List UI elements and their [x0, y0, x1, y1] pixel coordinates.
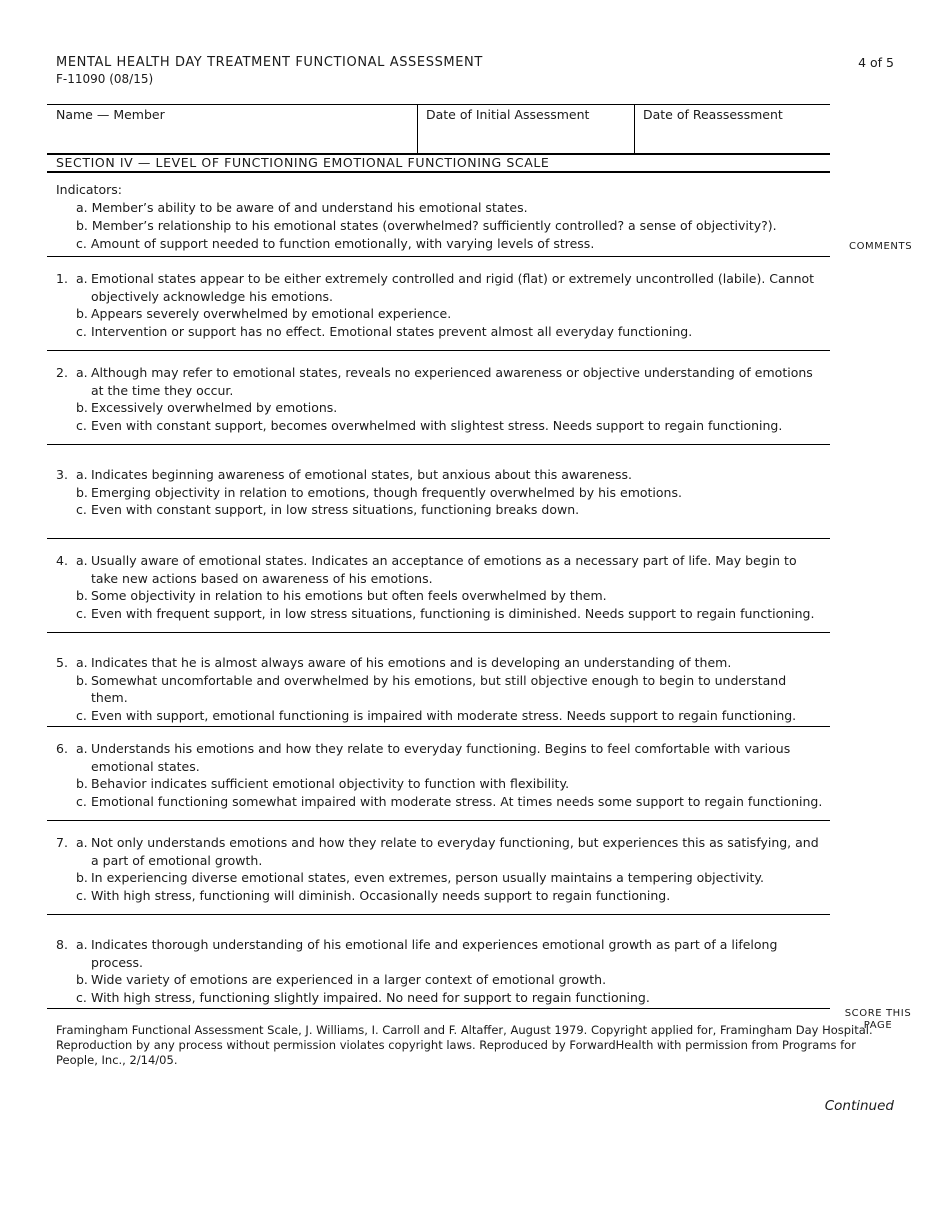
level-number: 2. — [56, 365, 68, 380]
row-divider — [47, 538, 830, 539]
item-text: With high stress, functioning will diminish. Occasionally needs support to regain functioning. — [91, 887, 671, 903]
table-top-rule — [47, 104, 830, 105]
row-divider — [47, 1008, 830, 1009]
item-letter: a. — [76, 835, 88, 850]
initial-assessment-date-field[interactable]: Date of Initial Assessment — [426, 107, 590, 122]
item-letter: b. — [76, 672, 88, 688]
level-number: 7. — [56, 835, 68, 850]
indicator-item: a. Member’s ability to be aware of and understand his emotional states. — [76, 200, 528, 215]
item-text: Even with constant support, becomes overwhelmed with slightest stress. Needs support to regain functioning. — [91, 417, 783, 433]
item-text: Indicates that he is almost always aware of his emotions and is developing an understanding of them. — [91, 655, 732, 670]
row-divider — [47, 914, 830, 915]
row-divider — [47, 820, 830, 821]
row-divider — [47, 350, 830, 351]
item-letter: b. — [76, 400, 88, 415]
item-text: Excessively overwhelmed by emotions. — [91, 400, 338, 415]
item-letter: b. — [76, 484, 88, 500]
table-divider — [417, 104, 418, 153]
form-title: MENTAL HEALTH DAY TREATMENT FUNCTIONAL ASSESSMENT — [56, 55, 483, 70]
item-letter: c. — [76, 707, 87, 723]
item-text: Appears severely overwhelmed by emotional experience. — [91, 306, 452, 321]
row-divider — [47, 726, 830, 727]
level-3[interactable] — [56, 466, 826, 519]
reassessment-date-field[interactable]: Date of Reassessment — [643, 107, 783, 122]
item-letter: c. — [76, 989, 87, 1005]
indicators-block — [56, 181, 826, 253]
indicators-label: Indicators: — [56, 182, 122, 197]
table-divider — [634, 104, 635, 153]
level-7[interactable] — [56, 834, 826, 904]
name-member-field[interactable]: Name — Member — [56, 107, 165, 122]
item-text: Intervention or support has no effect. Emotional states prevent almost all everyday functioning. — [91, 323, 693, 339]
item-text: Although may refer to emotional states, reveals no experienced awareness or objective understanding of emotions at the time they occur. — [91, 365, 813, 398]
item-letter: a. — [76, 937, 88, 952]
item-letter: a. — [76, 467, 88, 482]
item-text: Even with support, emotional functioning is impaired with moderate stress. Needs support to regain functioning. — [91, 707, 797, 723]
item-letter: b. — [76, 588, 88, 603]
section-bottom-rule — [47, 171, 830, 173]
section-title: SECTION IV — LEVEL OF FUNCTIONING EMOTIONAL FUNCTIONING SCALE — [56, 155, 550, 170]
level-6[interactable] — [56, 740, 826, 810]
level-8[interactable] — [56, 936, 826, 1006]
row-divider — [47, 256, 830, 257]
item-text: Somewhat uncomfortable and overwhelmed by his emotions, but still objective enough to begin to understand them. — [91, 672, 787, 705]
item-text: Even with constant support, in low stress situations, functioning breaks down. — [91, 502, 580, 517]
item-letter: c. — [76, 323, 87, 339]
level-5[interactable] — [56, 654, 826, 724]
level-2[interactable] — [56, 364, 826, 434]
item-text: Not only understands emotions and how they relate to everyday functioning, but experiences this as satisfying, and a part of emotional growth. — [91, 835, 819, 868]
item-text: Some objectivity in relation to his emotions but often feels overwhelmed by them. — [91, 588, 607, 603]
item-letter: b. — [76, 870, 88, 885]
comments-label: COMMENTS — [849, 241, 913, 252]
score-this-page-label: SCORE THIS PAGE — [844, 1008, 912, 1031]
indicator-item: b. Member’s relationship to his emotional states (overwhelmed? sufficiently controlled? a sense of objectivity?). — [76, 218, 777, 233]
level-number: 1. — [56, 271, 68, 286]
level-4[interactable] — [56, 552, 826, 622]
page-number: 4 of 5 — [858, 55, 894, 70]
item-letter: a. — [76, 553, 88, 568]
item-letter: c. — [76, 502, 87, 517]
indicator-item: c. Amount of support needed to function emotionally, with varying levels of stress. — [76, 236, 595, 251]
item-letter: c. — [76, 417, 87, 433]
item-letter: a. — [76, 655, 88, 670]
item-text: With high stress, functioning slightly impaired. No need for support to regain functioning. — [91, 989, 650, 1005]
level-1[interactable] — [56, 270, 826, 340]
item-text: Usually aware of emotional states. Indicates an acceptance of emotions as a necessary part of life. May begin to take new actions based on awareness of his emotions. — [91, 553, 797, 586]
item-text: Wide variety of emotions are experienced in a larger context of emotional growth. — [91, 972, 607, 987]
level-number: 4. — [56, 553, 68, 568]
item-text: Behavior indicates sufficient emotional objectivity to function with flexibility. — [91, 776, 570, 791]
item-text: Emotional functioning somewhat impaired with moderate stress. At times needs some support to regain functioning. — [91, 793, 823, 809]
item-text: Indicates beginning awareness of emotional states, but anxious about this awareness. — [91, 467, 632, 482]
item-letter: a. — [76, 365, 88, 380]
level-number: 8. — [56, 937, 68, 952]
row-divider — [47, 444, 830, 445]
item-text: Even with frequent support, in low stress situations, functioning is diminished. Needs support to regain functioning. — [91, 605, 815, 621]
item-letter: b. — [76, 972, 88, 987]
level-number: 5. — [56, 655, 68, 670]
item-text: Emotional states appear to be either extremely controlled and rigid (flat) or extremely uncontrolled (labile). Cannot objectively acknowledge his emotions. — [91, 271, 815, 304]
level-number: 6. — [56, 741, 68, 756]
item-letter: c. — [76, 793, 87, 809]
item-text: Emerging objectivity in relation to emotions, though frequently overwhelmed by his emotions. — [91, 484, 682, 500]
item-text: Indicates thorough understanding of his emotional life and experiences emotional growth as part of a lifelong process. — [91, 937, 778, 970]
item-letter: a. — [76, 741, 88, 756]
copyright-notice: Framingham Functional Assessment Scale, J. Williams, I. Carroll and F. Altaffer, August 1979. Copyright applied for, Framingham Day Hospital. Reproduction by any process without permission violates copyright laws. Reproduced by ForwardHealth with permission from Programs for People, Inc., 2/14/05. — [56, 1023, 873, 1067]
item-letter: a. — [76, 271, 88, 286]
level-number: 3. — [56, 467, 68, 482]
row-divider — [47, 632, 830, 633]
item-letter: b. — [76, 306, 88, 321]
item-letter: b. — [76, 776, 88, 791]
item-text: Understands his emotions and how they relate to everyday functioning. Begins to feel comfortable with various emotional states. — [91, 741, 791, 774]
item-text: In experiencing diverse emotional states, even extremes, person usually maintains a tempering objectivity. — [91, 870, 764, 885]
form-number: F-11090 (08/15) — [56, 72, 154, 86]
item-letter: c. — [76, 605, 87, 621]
item-letter: c. — [76, 887, 87, 903]
continued-label: Continued — [824, 1098, 894, 1114]
